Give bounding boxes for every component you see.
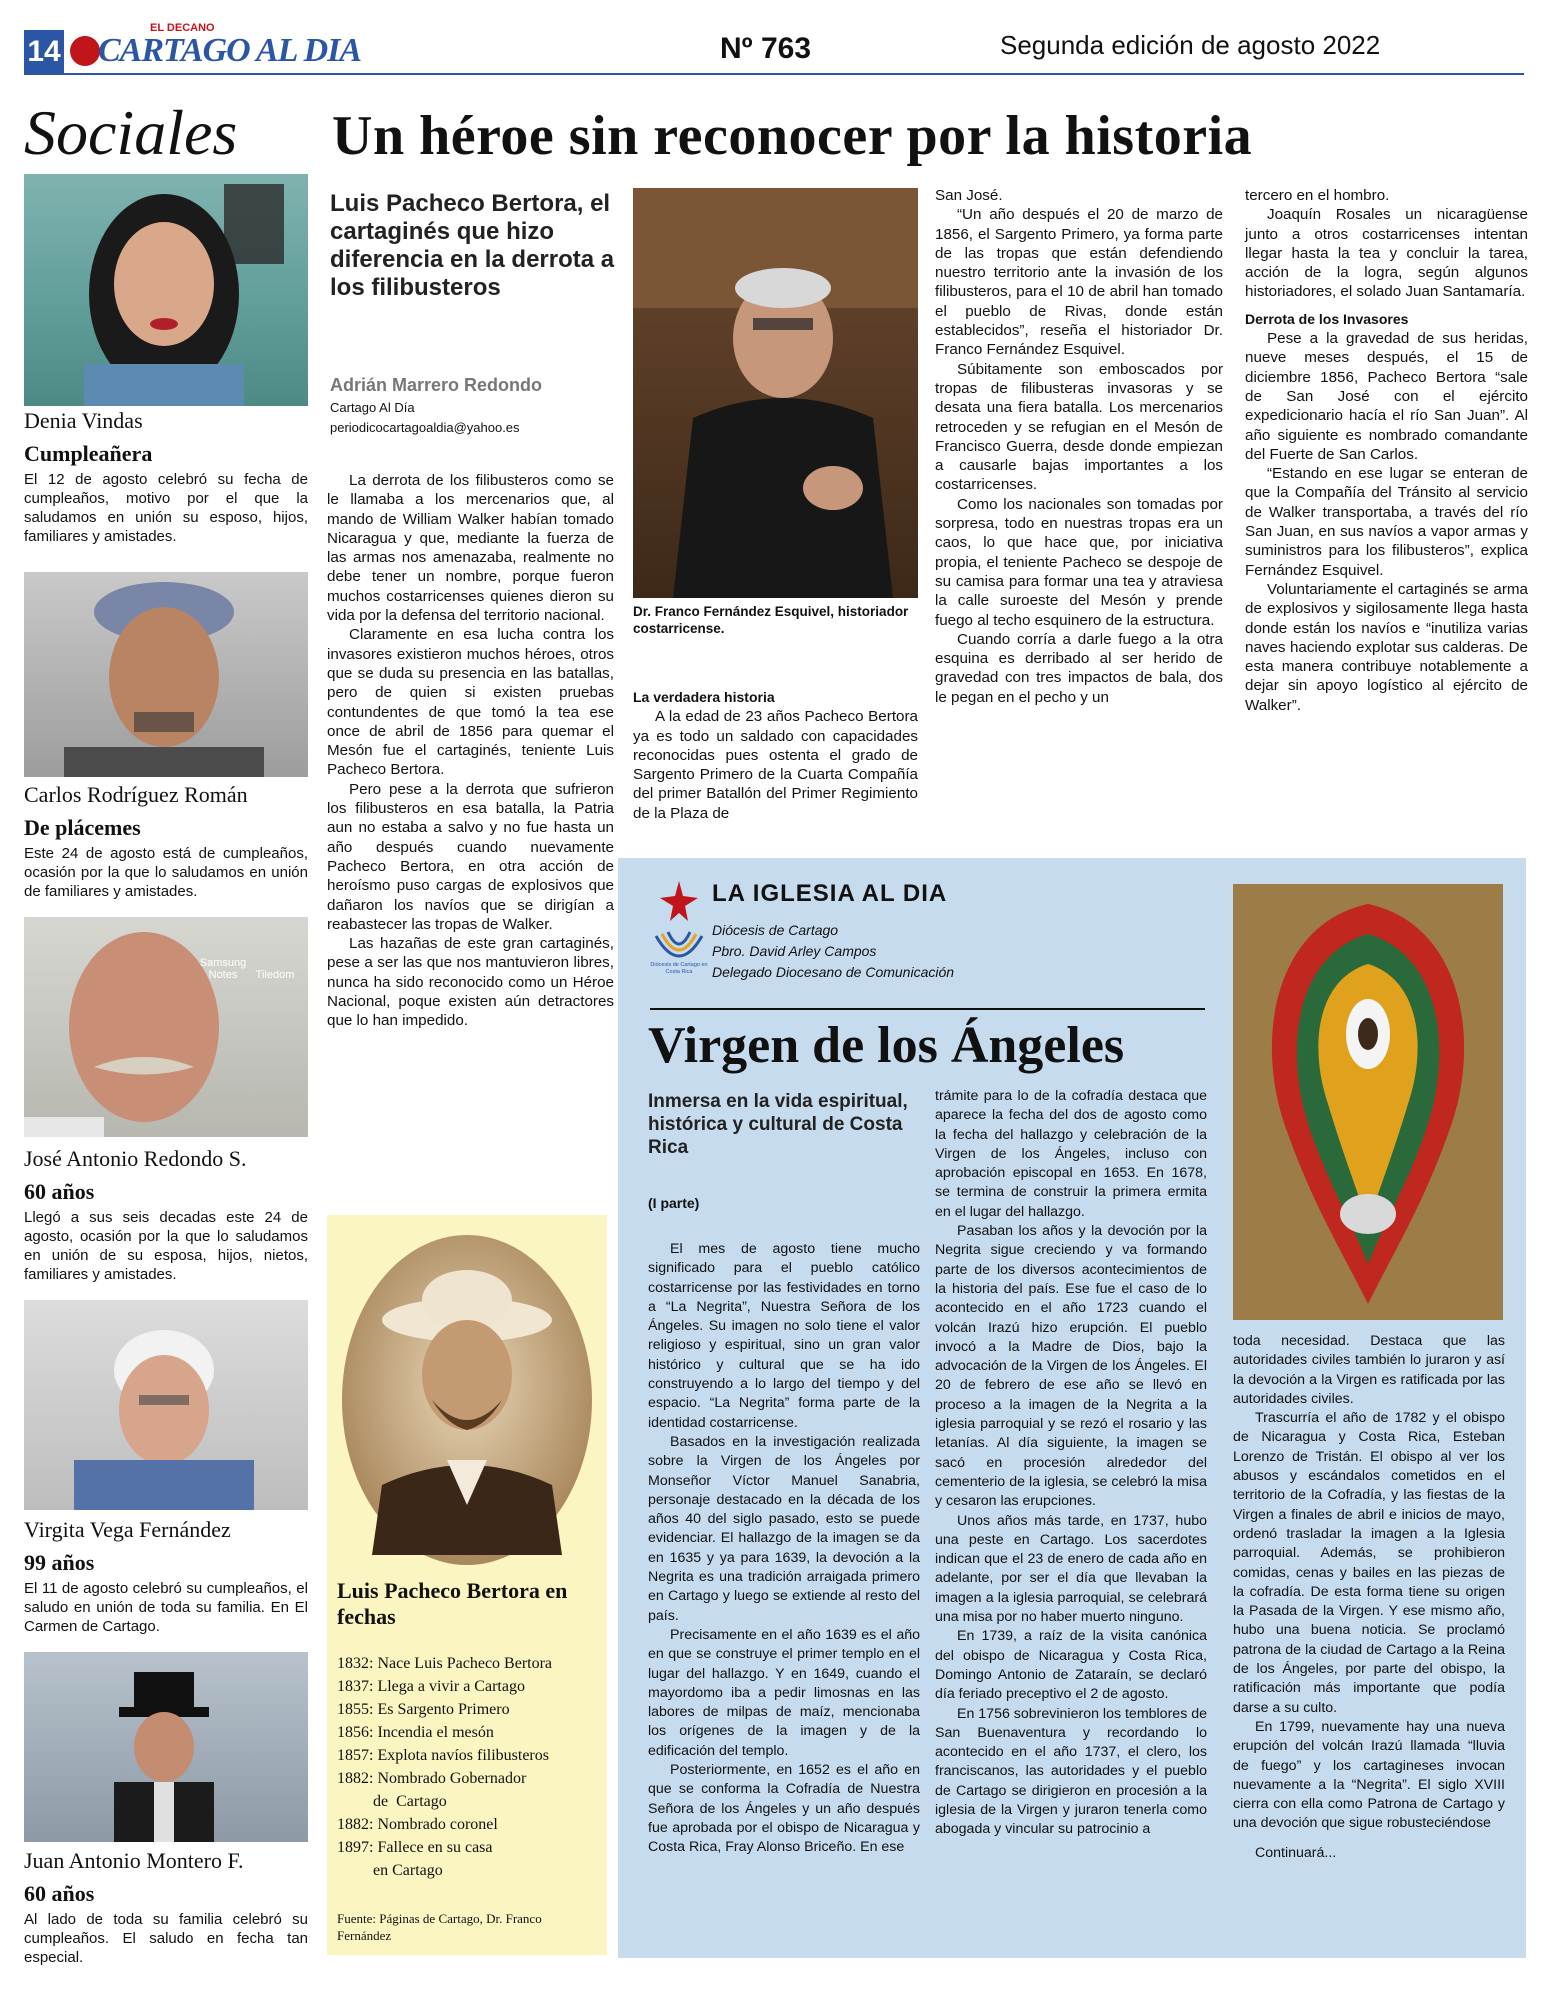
paragraph: Súbitamente son emboscados por tropas de filibusteras invasoras y se desata una fiera batalla. Los mercenarios retroceden y se refugian en el Mesón de Francisco Guerra, desde donde empiezan a causarle bajas importantes a los costarricenses. [935, 360, 1223, 494]
person-2-text: Este 24 de agosto está de cumpleaños, ocasión por la que lo saludamos en unión de familiares y amistades. [24, 845, 308, 900]
paragraph: Las hazañas de este gran cartaginés, pese a ser las que nos mantuvieron libres, nunca ha sido reconocido como un Héroe Nacional, poque existen aún detractores que lo han impedido. [327, 935, 614, 1030]
flower-carpet-photo [1233, 884, 1503, 1320]
paragraph: Basados en la investigación realizada sobre la Virgen de los Ángeles por Monseñor Víctor Manuel Sanabria, personaje destacado en la década de los años 40 del siglo pasado, esto se puede evidenciar. El hallazgo de la imagen se da en 1635 y ya para 1639, la devoción a la Negrita es una tradición arraigada primero en Cartago y luego se extiende al resto del país. [648, 1433, 920, 1624]
timeline-source: Fuente: Páginas de Cartago, Dr. Franco Fernández [337, 1911, 542, 1943]
article-subhead: Luis Pacheco Bertora, el cartaginés que hizo diferencia en la derrota a los filibusteros [330, 190, 615, 301]
portrait-3-image [24, 917, 308, 1137]
issue-number: Nº 763 [720, 32, 812, 65]
person-4-occasion: 99 años [24, 1550, 95, 1575]
diocese-logo-text: Diócesis de Cartago en Costa Rica [650, 962, 708, 975]
paragraph: La derrota de los filibusteros como se le llamaba a los mercenarios que, al mando de William Walker habían tomado Nicaragua y que, mediante la fuerza de las armas nos amenazaba, realmente no debe tener un nombre, porque fueron muchos costarricenses quienes dieron su vida por la defensa del territorio nacional. [327, 472, 614, 625]
person-1-name: Denia Vindas [24, 408, 143, 433]
section-title: Sociales [24, 97, 238, 168]
portrait-photo-2 [24, 572, 308, 777]
person-1-occasion: Cumpleañera [24, 441, 153, 466]
person-1-text: El 12 de agosto celebró su fecha de cumpleaños, motivo por el que la saludamos en unión su esposo, hijos, familiares y amistades. [24, 471, 308, 545]
timeline-entry: 1897: Fallece en su casa [337, 1839, 493, 1856]
overlay-app-1: Samsung Notes [199, 957, 247, 981]
photo-caption: Dr. Franco Fernández Esquivel, historiador costarricense. [633, 604, 909, 636]
newspaper-logo [70, 22, 362, 74]
church-column-1 [648, 1240, 920, 1858]
article-author: Adrián Marrero Redondo [330, 375, 543, 395]
portrait-1-image [24, 174, 308, 406]
timeline-entry: 1837: Llega a vivir a Cartago [337, 1678, 525, 1695]
paragraph: Posteriormente, en 1652 es el año en que se conforma la Cofradía de Nuestra Señora de los Ángeles y un año después fue aprobada por el obispo de Nicaragua y Costa Rica, Fray Alonso Briceño. En ese [648, 1762, 920, 1856]
church-priest: Pbro. David Arley Campos [712, 943, 877, 959]
paragraph: Pese a la gravedad de sus heridas, nueve meses después, el 15 de diciembre 1856, Pacheco Bertora “sale de San José con el ejército expedicionario hacía el río San Juan”. Al año siguiente es nombrado comandante del Fuerte de San Carlos. [1245, 330, 1528, 463]
diocese-cross-icon [650, 876, 708, 976]
article-column-2 [633, 688, 918, 823]
paragraph: trámite para lo de la cofradía destaca que aparece la fecha del dos de agosto como la fecha del hallazgo y celebración de la Virgen de los Ángeles, incluso con aprobación episcopal en 1653. En 1678, se termina de construir la primera ermita en el lugar del hallazgo. [935, 1088, 1207, 1220]
article-column-1 [327, 471, 614, 1031]
paragraph: En 1739, a raíz de la visita canónica del obispo de Nicaragua y Costa Rica, Domingo Antonio de Zataraín, se declaró día feriado preceptivo el 2 de agosto. [935, 1628, 1207, 1703]
person-2-occasion: De plácemes [24, 815, 141, 840]
paragraph: tercero en el hombro. [1245, 187, 1390, 204]
paragraph: Claramente en esa lucha contra los invasores existieron muchos héroes, otros que se duda su presencia en las batallas, pero de quien si existen pruebas contundentes de que tomó la tea ese once de abril de 1856 para quemar el Mesón fue el cartaginés, teniente Luis Pacheco Bertora. [327, 626, 614, 779]
person-5-name: Juan Antonio Montero F. [24, 1848, 244, 1873]
section-subheading: Derrota de los Invasores [1245, 310, 1409, 327]
article-author-email: periodicocartagoaldia@yahoo.es [330, 420, 520, 435]
diocese-logo [650, 876, 708, 976]
section-subheading: La verdadera historia [633, 689, 775, 705]
portrait-2-image [24, 572, 308, 777]
paragraph: Precisamente en el año 1639 es el año en que se construye el primer templo en el lugar del hallazgo. Y en 1649, cuando el mayordomo iba a pedir limosnas en las labores de milpas de maíz, mencionaba los orígenes de la imagen y de la edificación del templo. [648, 1626, 920, 1759]
article-headline: Un héroe sin reconocer por la historia [332, 105, 1253, 167]
church-article-title: Virgen de los Ángeles [648, 1017, 1125, 1074]
continued-label: Continuará... [1255, 1844, 1337, 1861]
church-delegate: Delegado Diocesano de Comunicación [712, 964, 955, 980]
header-rule [24, 73, 1524, 75]
logo-name: CARTAGO AL DIA [98, 32, 362, 69]
paragraph: toda necesidad. Destaca que las autoridades civiles también lo juraron y así la devoción a la Virgen es ratificada por las autoridades civiles. [1233, 1333, 1505, 1407]
person-3-text: Llegó a sus seis decadas este 24 de agosto, ocasión por la que lo saludamos en unión de su esposa, hijos, nietos, familiares y amistades. [24, 1209, 308, 1283]
timeline-entry: 1855: Es Sargento Primero [337, 1701, 510, 1718]
timeline-entry: 1832: Nace Luis Pacheco Bertora [337, 1655, 553, 1672]
person-3-name: José Antonio Redondo S. [24, 1146, 247, 1171]
paragraph: A la edad de 23 años Pacheco Bertora ya es todo un saldado con capacidades reconocidas pues ostenta el grado de Sargento Primero de la Cuarta Compañía del primer Batallón del Primer Regimiento de la Plaza de [633, 708, 918, 822]
paragraph: Trascurría el año de 1782 y el obispo de Nicaragua y Costa Rica, Esteban Lorenzo de Tristán. El obispo al ver los abusos y escándalos cometidos en el territorio de la Cofradía, y las fiestas de la Virgen a finales de abril e inicios de mayo, ordenó trasladar la imagen a la Iglesia parroquial. Además, se prohibieron comidas, cenas y bailes en las piezas de la cofradía. De esta forma tiene su origen la Pasada de la Virgen. Y ese mismo año, hubo una buena noticia. Se proclamó patrona de la ciudad de Cartago a la Reina de los Ángeles, por parte del obispo, la ratificación más importante que podía darse a su culto. [1233, 1410, 1505, 1716]
person-4-name: Virgita Vega Fernández [24, 1517, 231, 1542]
paragraph: Como los nacionales son tomadas por sorpresa, todo en nuestras tropas era un caos, lo que hace que, por iniciativa propia, el teniente Pacheco se despoje de su camisa para formar una tea y atraviesa la calle suroeste del Mesón y prende fuego al techo esquinero de la estructura. [935, 495, 1223, 629]
timeline-entry: 1857: Explota navíos filibusteros [337, 1747, 549, 1764]
person-2-name: Carlos Rodríguez Román [24, 782, 248, 807]
historian-image [633, 188, 918, 598]
church-section-header: LA IGLESIA AL DIA [712, 880, 948, 907]
church-article-part: (I parte) [648, 1195, 700, 1211]
church-diocese: Diócesis de Cartago [712, 922, 839, 938]
portrait-5-image [24, 1652, 308, 1842]
paragraph: Voluntariamente el cartaginés se arma de explosivos y sigilosamente llega hasta donde están los navíos e “inutiliza varias naves haciendo explotar sus calderas. De esta manera contribuye notablemente a dejar sin apoyo logístico al ejército de Walker”. [1245, 580, 1528, 714]
paragraph: Pasaban los años y la devoción por la Negrita sigue creciendo y va formando parte de los diversos acontecimientos de la historia del país. Ese fue el caso de lo acontecido en el año 1723 cuando el volcán Irazú hizo erupción. El pueblo invocó a la Madre de Dios, bajo la advocación de la Virgen de los Ángeles. El 20 de febrero de ese año se llevó en proceso a la imagen de la Negrita a la iglesia parroquial y se rezó el rosario y las letanías. Al día siguiente, la imagen se sacó en procesión alrededor del cementerio de la iglesia, se celebró la misa y cesaron las erupciones. [935, 1223, 1207, 1510]
paragraph: Cuando corría a darle fuego a la otra esquina es derribado al ser herido de gravedad con tres impactos de bala, dos le pegan en el pecho y un [935, 630, 1223, 706]
paragraph: “Un año después el 20 de marzo de 1856, el Sargento Primero, ya forma parte de las tropas que están defendiendo nuestro territorio ante la invasión de los filibusteros, para el 10 de abril han tomado el pueblo de Rivas, donde están establecidos”, reseña el historiador Dr. Franco Fernández Esquivel. [935, 206, 1223, 359]
person-5-text: Al lado de toda su familia celebró su cumpleaños. El saludo en fecha tan especial. [24, 1911, 308, 1966]
person-3-occasion: 60 años [24, 1179, 95, 1204]
timeline-entry: en Cartago [337, 1862, 443, 1879]
portrait-photo-3 [24, 917, 308, 1137]
pacheco-portrait [327, 1225, 607, 1575]
timeline-entry: 1882: Nombrado coronel [337, 1816, 498, 1833]
article-column-3 [935, 186, 1223, 707]
paragraph: En 1799, nuevamente hay una nueva erupción del volcán Irazú llamada “lluvia de fuego” y los cartagineses invocan nuevamente a la “Negrita”. El siglo XVIII cierra con ella como Patrona de Cartago y una devoción que sigue robusteciéndose [1233, 1718, 1505, 1832]
timeline-entry: 1856: Incendia el mesón [337, 1724, 494, 1741]
logo-tagline: EL DECANO [150, 22, 215, 34]
person-4-text: El 11 de agosto celebró su cumpleaños, el saludo en unión de toda su familia. En El Carmen de Cartago. [24, 1580, 308, 1635]
paragraph: Unos años más tarde, en 1737, hubo una peste en Cartago. Los sacerdotes indican que el 23 de enero de cada año en adelante, por ser el día que llevaban la imagen a la iglesia parroquial, se celebrará una misa por no haber muerto ninguno. [935, 1512, 1207, 1626]
flower-carpet-image [1233, 884, 1503, 1320]
page-number: 14 [24, 30, 64, 74]
timeline-entry: de Cartago [337, 1793, 447, 1810]
portrait-4-image [24, 1300, 308, 1510]
paragraph: En 1756 sobrevinieron los temblores de San Buenaventura y recordando lo acontecido en el año 1737, el clero, los franciscanos, las autoridades y el pueblo de Cartago se dirigieron en procesión a la iglesia de la Virgen y juraron tenerla como abogada y vincular su patrocinio a [935, 1705, 1208, 1838]
paragraph: El mes de agosto tiene mucho significado para el pueblo católico costarricense por las festividades en torno a “La Negrita”, Nuestra Señora de los Ángeles. Su imagen no solo tiene el valor religioso y espiritual, sino un gran valor histórico y cultural que se ha ido construyendo a lo largo del tiempo y del espacio. “La Negrita” forma parte de la identidad costarricense. [648, 1241, 920, 1431]
paragraph: Joaquín Rosales un nicaragüense junto a otros costarricenses intentan llegar hasta la tea y concluir la tarea, acción de la logra, según algunos historiadores, el solado Juan Santamaría. [1245, 206, 1528, 301]
church-divider [650, 1008, 1205, 1010]
article-author-org: Cartago Al Día [330, 400, 415, 415]
overlay-app-2: Tiledom [255, 969, 295, 981]
timeline-title: Luis Pacheco Bertora en fechas [337, 1578, 568, 1629]
article-column-4 [1245, 186, 1528, 715]
person-5-occasion: 60 años [24, 1881, 95, 1906]
church-article-subtitle: Inmersa en la vida espiritual, histórica y cultural de Costa Rica [648, 1091, 908, 1158]
church-column-3 [1233, 1332, 1505, 1863]
portrait-photo-1 [24, 174, 308, 406]
portrait-photo-5 [24, 1652, 308, 1842]
portrait-photo-4 [24, 1300, 308, 1510]
edition-date: Segunda edición de agosto 2022 [1000, 30, 1381, 60]
paragraph: Pero pese a la derrota que sufrieron los filibusteros en esa batalla, la Patria aun no estaba a salvo y no fue hasta un año después cuando nuevamente Pacheco Bertora, en otra acción de heroísmo puso cargas de explosivos que dañaron los navíos que se dirigían a reabastecer las tropas de Walker. [327, 780, 614, 933]
historian-photo [633, 188, 918, 598]
logo-emblem-icon [70, 36, 100, 66]
timeline-entry: 1882: Nombrado Gobernador [337, 1770, 527, 1787]
paragraph: “Estando en ese lugar se enteran de que la Compañía del Tránsito al servicio de Walker transportaba, a través del río San Juan, en sus navíos a vapor armas y suministros para los filibusteros”, explica Fernández Esquivel. [1245, 465, 1528, 579]
church-column-2 [935, 1087, 1207, 1840]
paragraph: San José. [935, 187, 1003, 204]
